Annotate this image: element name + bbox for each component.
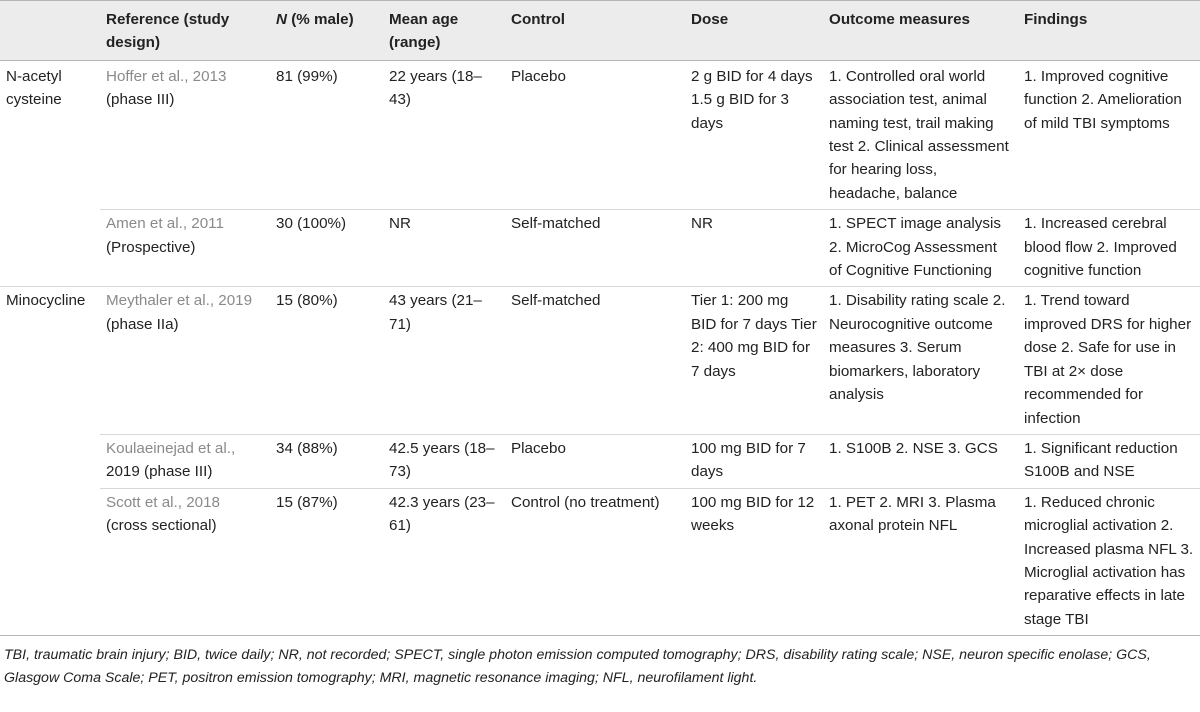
age-cell: NR — [383, 210, 505, 287]
drug-group-cell — [0, 434, 100, 488]
control-cell: Self-matched — [505, 287, 685, 434]
findings-cell: 1. Improved cognitive function 2. Amelioration of mild TBI symptoms — [1024, 67, 1182, 132]
reference-link[interactable]: Scott et al., 2018 — [106, 493, 220, 511]
reference-design: (cross sectional) — [106, 517, 217, 535]
table-row — [0, 488, 1200, 635]
reference-link[interactable]: Hoffer et al., 2013 — [106, 67, 227, 85]
header-drug — [0, 1, 100, 61]
table-row — [0, 434, 1200, 488]
age-cell: 42.3 years (23–61) — [383, 488, 505, 635]
n-cell: 15 (87%) — [270, 488, 383, 635]
table-footnote: TBI, traumatic brain injury; BID, twice daily; NR, not recorded; SPECT, single photon emission computed tomography; DRS, disability rating scale; NSE, neuron specific enolase; GCS, Glasgow Coma Scale; PET, positron emission tomography; MRI, magnetic resonance imaging; NFL, neurofilament light. — [4, 647, 1151, 687]
control-cell: Control (no treatment) — [505, 488, 685, 635]
table-row — [0, 287, 1200, 434]
control-cell: Self-matched — [505, 210, 685, 287]
findings-cell: 1. Reduced chronic microglial activation 2. Increased plasma NFL 3. Microglial activation has reparative effects in late stage TBI — [1018, 488, 1200, 635]
reference-link[interactable]: Koulaeinejad et al., — [106, 439, 236, 457]
findings-cell: 1. Significant reduction S100B and NSE — [1018, 434, 1200, 488]
control-cell: Placebo — [505, 434, 685, 488]
header-outcome-measures: Outcome measures — [829, 11, 970, 28]
header-n — [270, 1, 383, 61]
reference-cell — [100, 210, 270, 287]
header-findings: Findings — [1024, 11, 1088, 28]
outcomes-cell: 1. Controlled oral world association test, animal naming test, trail making test 2. Clinical assessment for hearing loss, headache, balance — [829, 67, 1009, 202]
age-cell: 42.5 years (18–73) — [383, 434, 505, 488]
n-cell: 15 (80%) — [270, 287, 383, 434]
reference-design: (phase IIa) — [106, 315, 179, 333]
header-n-symbol: N — [276, 11, 287, 28]
reference-design: (phase III) — [106, 91, 175, 109]
header-n-rest: (% male) — [286, 11, 354, 28]
dose-cell: 100 mg BID for 12 weeks — [685, 488, 823, 635]
reference-design: 2019 (phase III) — [106, 463, 213, 481]
reference-design: (Prospective) — [106, 238, 196, 256]
table-row — [0, 210, 1200, 287]
reference-link[interactable]: Amen et al., 2011 — [106, 215, 224, 233]
header-dose: Dose — [691, 11, 729, 28]
header-row — [0, 1, 1200, 61]
header-mean-age: Mean age (range) — [389, 11, 459, 52]
table-header — [0, 1, 1200, 61]
reference-cell — [100, 488, 270, 635]
age-cell: 22 years (18–43) — [389, 67, 482, 109]
reference-cell — [100, 434, 270, 488]
reference-link[interactable]: Meythaler et al., 2019 — [106, 292, 253, 310]
findings-cell: 1. Trend toward improved DRS for higher dose 2. Safe for use in TBI at 2× dose recommended for infection — [1018, 287, 1200, 434]
age-cell: 43 years (21–71) — [383, 287, 505, 434]
header-control: Control — [511, 11, 565, 28]
control-cell: Placebo — [511, 67, 566, 85]
findings-cell: 1. Increased cerebral blood flow 2. Improved cognitive function — [1018, 210, 1200, 287]
outcomes-cell: 1. S100B 2. NSE 3. GCS — [823, 434, 1018, 488]
outcomes-cell: 1. Disability rating scale 2. Neurocognitive outcome measures 3. Serum biomarkers, laboratory analysis — [823, 287, 1018, 434]
reference-cell — [100, 60, 270, 209]
drug-group-cell — [0, 210, 100, 287]
header-reference: Reference (study design) — [106, 11, 230, 52]
table-body — [0, 60, 1200, 635]
n-cell: 30 (100%) — [270, 210, 383, 287]
outcomes-cell: 1. PET 2. MRI 3. Plasma axonal protein NFL — [823, 488, 1018, 635]
table-row — [0, 60, 1200, 209]
n-cell: 34 (88%) — [270, 434, 383, 488]
dose-cell: 100 mg BID for 7 days — [685, 434, 823, 488]
outcomes-cell: 1. SPECT image analysis 2. MicroCog Assessment of Cognitive Functioning — [823, 210, 1018, 287]
reference-cell — [100, 287, 270, 434]
dose-cell: NR — [685, 210, 823, 287]
dose-cell: Tier 1: 200 mg BID for 7 days Tier 2: 400 mg BID for 7 days — [685, 287, 823, 434]
drug-group-cell: Minocycline — [0, 287, 100, 434]
dose-cell: 2 g BID for 4 days 1.5 g BID for 3 days — [691, 67, 813, 132]
n-cell: 81 (99%) — [276, 67, 338, 85]
drug-group-cell: N-acetyl cysteine — [6, 67, 62, 109]
drug-group-cell — [0, 488, 100, 635]
